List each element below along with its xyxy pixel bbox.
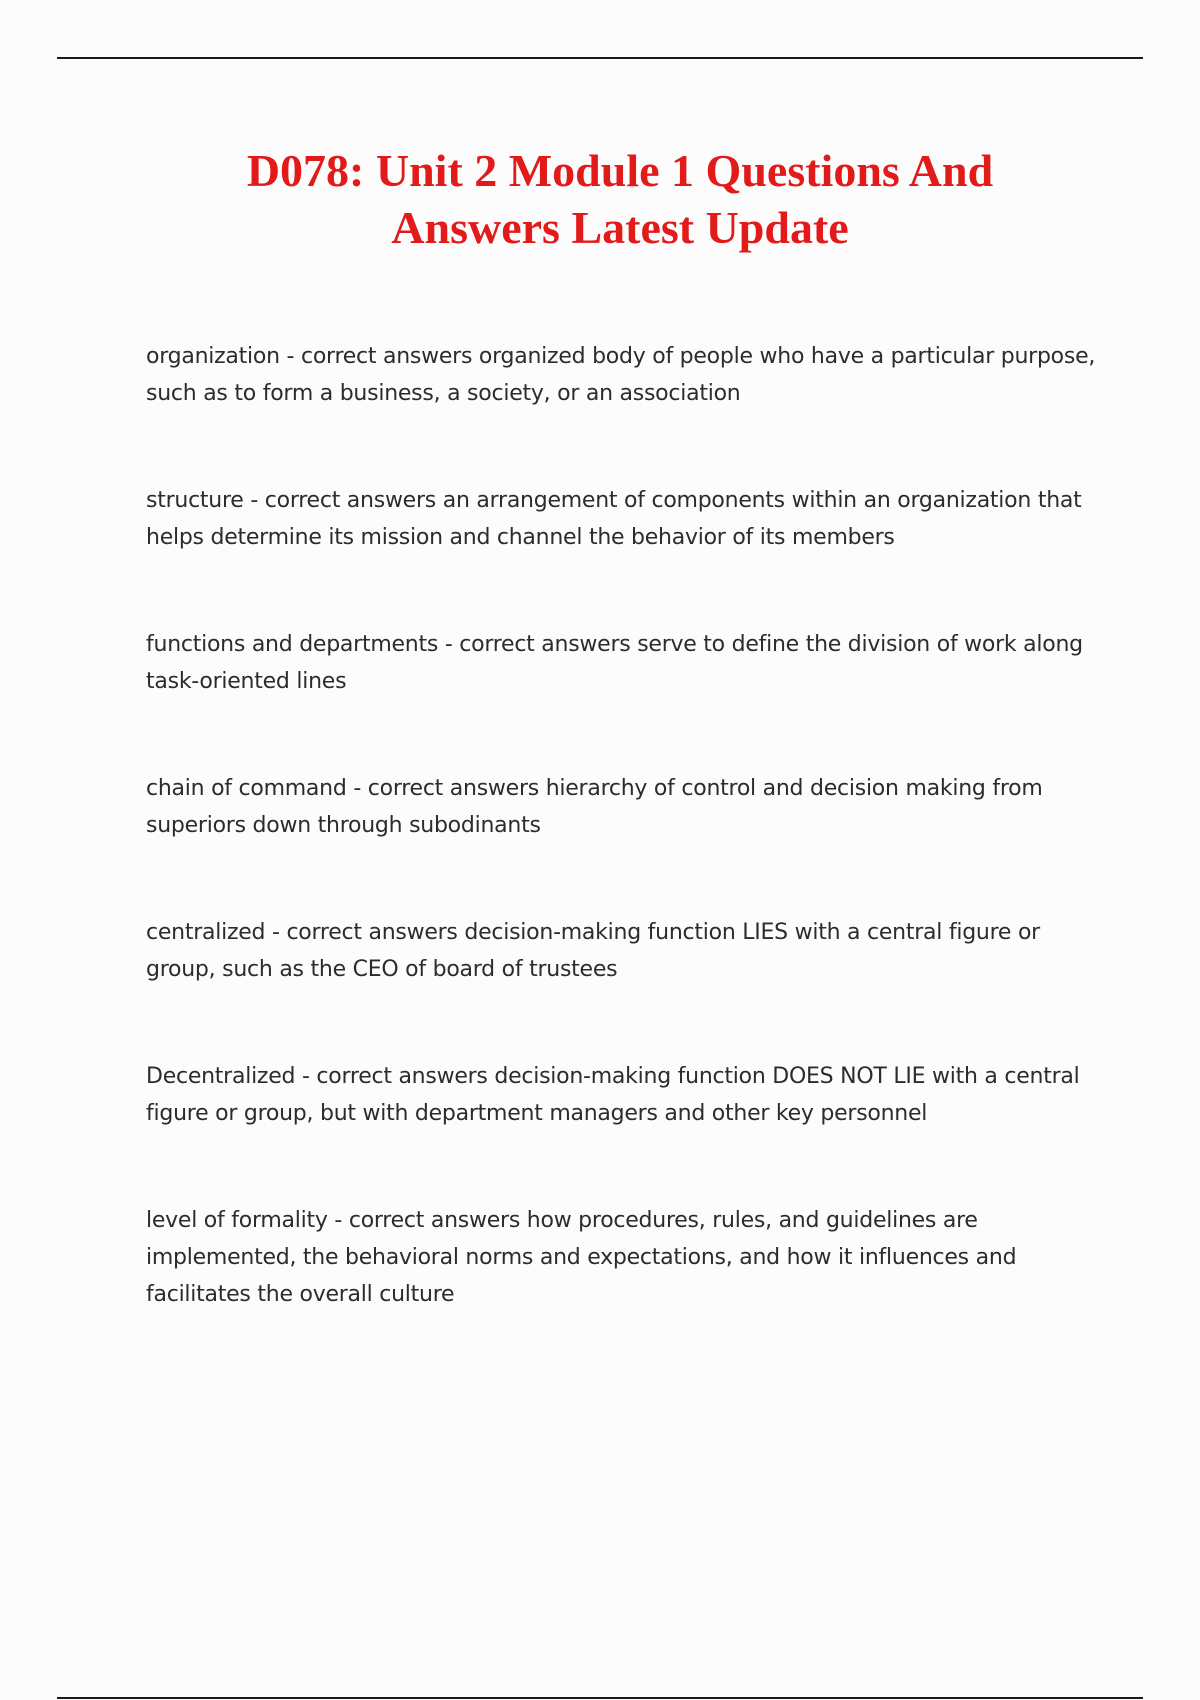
entry-level-of-formality [146,1202,1096,1313]
entry-decentralized [146,1058,1096,1132]
entry-separator: - [295,1064,317,1089]
top-rule [57,57,1143,59]
entry-answer: correct answers hierarchy of control and decision making from superiors down through subodinants [146,776,1043,838]
document-title: D078: Unit 2 Module 1 Questions And Answers Latest Update [246,145,994,253]
entry-functions-and-departments [146,626,1096,700]
entry-term: centralized [146,920,266,945]
entry-answer: correct answers decision-making function DOES NOT LIE with a central figure or group, but with department managers and other key personnel [146,1064,1080,1126]
entry-term: Decentralized [146,1064,296,1089]
entry-structure [146,482,1096,556]
entry-term: organization [146,344,280,369]
entry-list [146,338,1096,1383]
entry-answer: correct answers decision-making function LIES with a central figure or group, such as the CEO of board of trustees [146,920,1040,982]
bottom-rule [57,1697,1143,1699]
entry-term: functions and departments [146,632,439,657]
entry-separator: - [346,776,368,801]
entry-answer: correct answers serve to define the division of work along task-oriented lines [146,632,1083,694]
entry-term: structure [146,488,244,513]
entry-answer: correct answers how procedures, rules, and guidelines are implemented, the behavioral norms and expectations, and how it influences and facilitates the overall culture [146,1208,1017,1307]
entry-separator: - [265,920,287,945]
entry-organization [146,338,1096,412]
entry-separator: - [243,488,265,513]
entry-separator: - [327,1208,349,1233]
entry-answer: correct answers organized body of people who have a particular purpose, such as to form a business, a society, or an association [146,344,1096,406]
entry-separator: - [279,344,301,369]
entry-answer: correct answers an arrangement of components within an organization that helps determine its mission and channel the behavior of its members [146,488,1082,550]
entry-centralized [146,914,1096,988]
entry-separator: - [438,632,460,657]
entry-term: chain of command [146,776,347,801]
entry-term: level of formality [146,1208,328,1233]
entry-chain-of-command [146,770,1096,844]
